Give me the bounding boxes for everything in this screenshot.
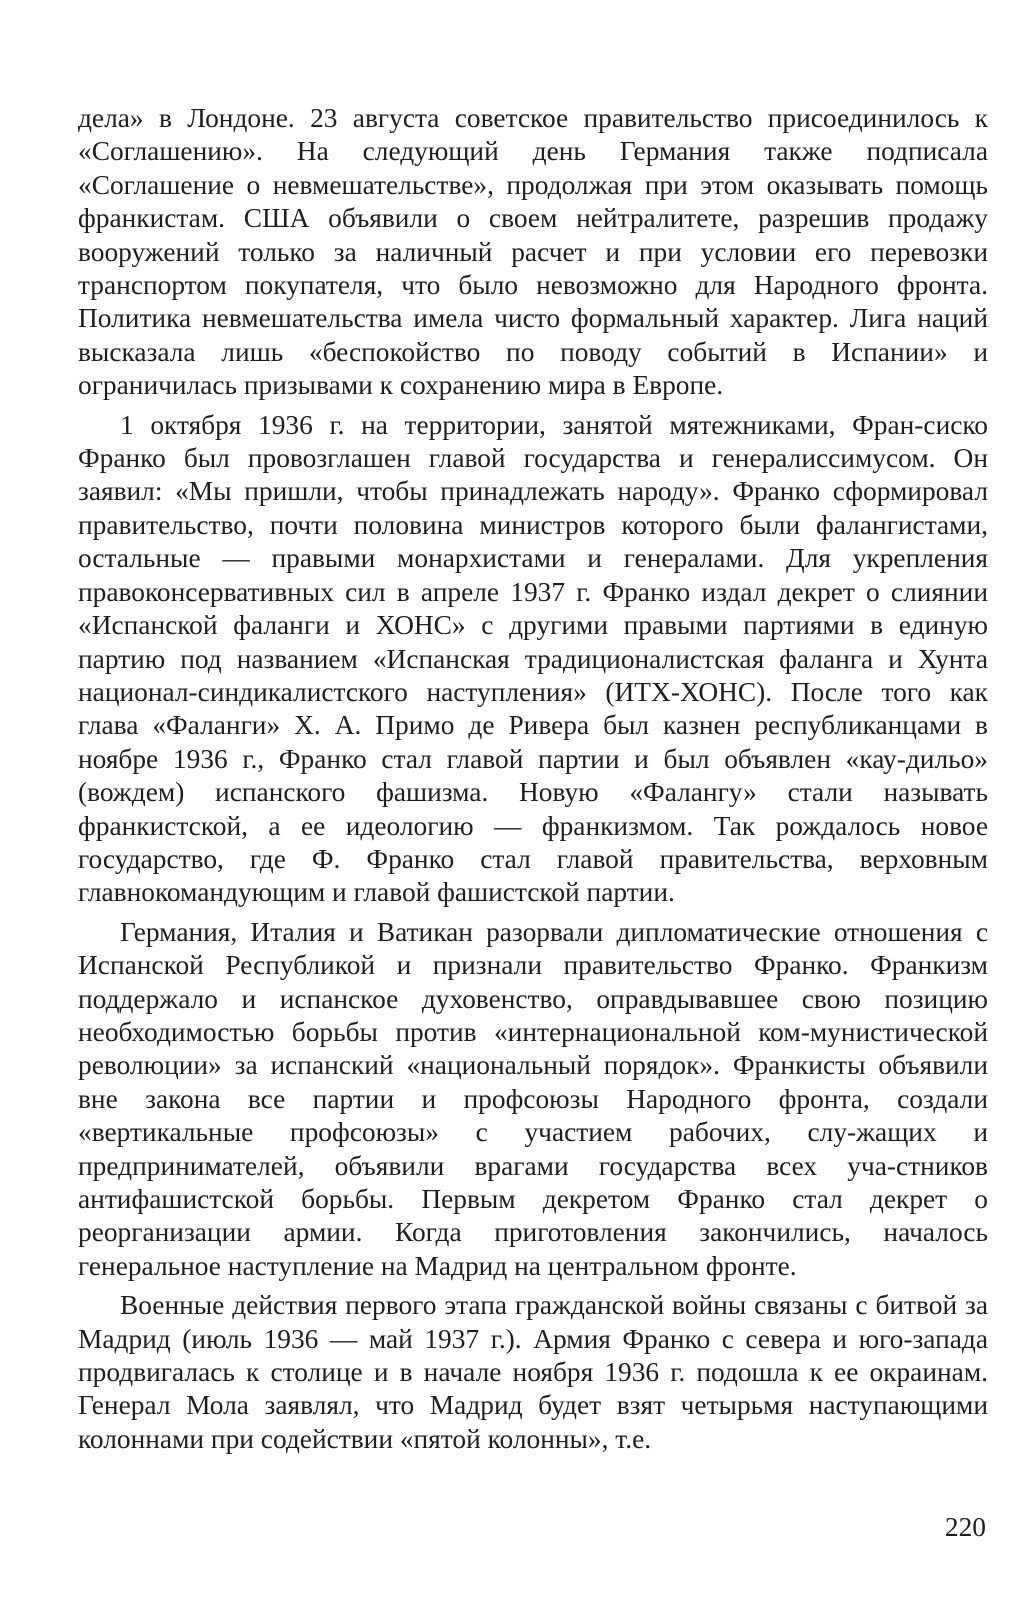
page-number: 220 bbox=[944, 1512, 986, 1542]
paragraph-2: 1 октября 1936 г. на территории, занятой мятежниками, Фран-сиско Франко был провозглашен главой государства и генералиссимусом. Он заявил: «Мы пришли, чтобы принадлежать народу». Франко сформировал правительство, почти половина министров которого были фалангистами, остальные — правыми монархистами и генералами. Для укрепления правоконсервативных сил в апреле 1937 г. Франко издал декрет о слиянии «Испанской фаланги и ХОНС» с другими правыми партиями в единую партию под названием «Испанская традиционалистская фаланга и Хунта национал-синдикалистского наступления» (ИТХ-ХОНС). После того как глава «Фаланги» X. А. Примо де Ривера был казнен республиканцами в ноябре 1936 г., Франко стал главой партии и был объявлен «кау-дильо» (вождем) испанского фашизма. Новую «Фалангу» стали называть франкистской, а ее идеологию — франкизмом. Так рождалось новое государство, где Ф. Франко стал главой правительства, верховным главнокомандующим и главой фашистской партии. bbox=[78, 409, 988, 908]
paragraph-4: Военные действия первого этапа гражданской войны связаны с битвой за Мадрид (июль 1936 — май 1937 г.). Армия Франко с севера и юго-запада продвигалась к столице и в начале ноября 1936 г. подошла к ее окраинам. Генерал Мола заявлял, что Мадрид будет взят четырьмя наступающими колоннами при содействии «пятой колонны», т.е. bbox=[78, 1290, 988, 1454]
paragraph-3: Германия, Италия и Ватикан разорвали дипломатические отношения с Испанской Республикой и признали правительство Франко. Франкизм поддержало и испанское духовенство, оправдывавшее свою позицию необходимостью борьбы против «интернациональной ком-мунистической революции» за испанский «национальный порядок». Франкисты объявили вне закона все партии и профсоюзы Народного фронта, создали «вертикальные профсоюзы» с участием рабочих, слу-жащих и предпринимателей, объявили врагами государства всех уча-стников антифашистской борьбы. Первым декретом Франко стал декрет о реорганизации армии. Когда приготовления закончились, началось генеральное наступление на Мадрид на центральном фронте. bbox=[78, 916, 988, 1281]
paragraph-1: дела» в Лондоне. 23 августа советское правительство присоединилось к «Соглашению». На следующий день Германия также подписала «Соглашение о невмешательстве», продолжая при этом оказывать помощь франкистам. США объявили о своем нейтралитете, разрешив продажу вооружений только за наличный расчет и при условии его перевозки транспортом покупателя, что было невозможно для Народного фронта. Политика невмешательства имела чисто формальный характер. Лига наций высказала лишь «беспокойство по поводу событий в Испании» и ограничилась призывами к сохранению мира в Европе. bbox=[78, 103, 988, 401]
page-text bbox=[78, 102, 988, 1456]
